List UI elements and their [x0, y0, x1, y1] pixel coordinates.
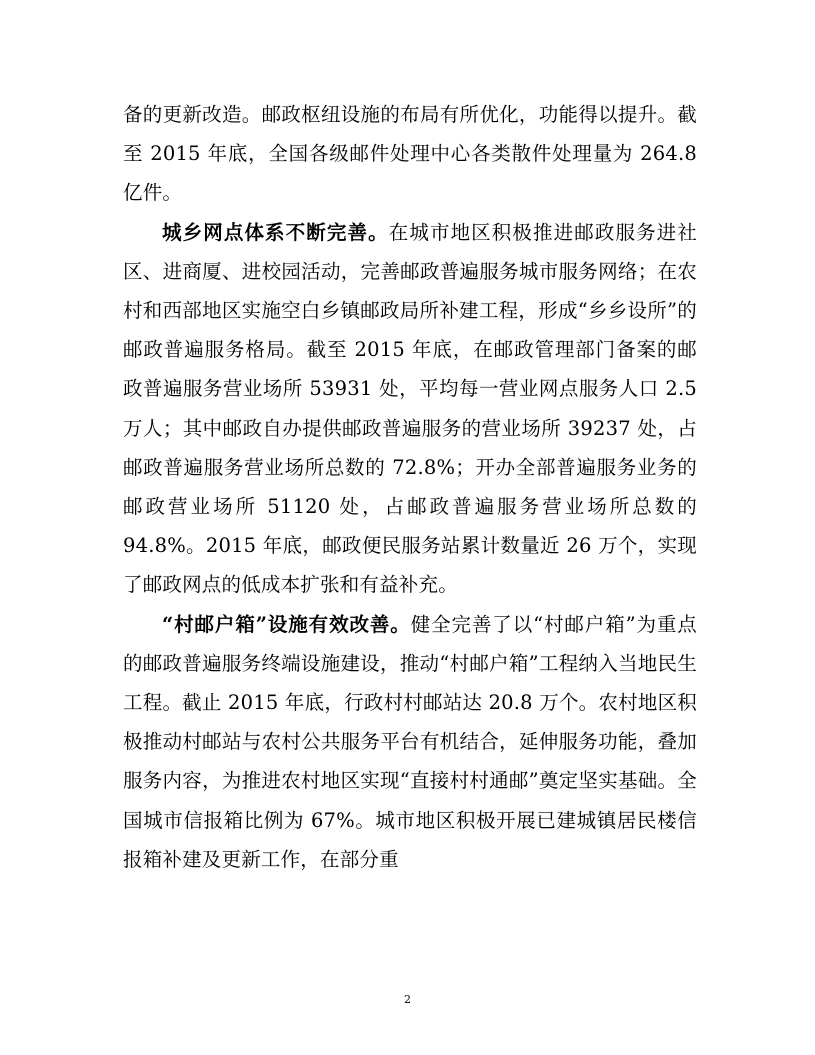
document-body	[123, 95, 697, 879]
page-number: 2	[404, 993, 411, 1006]
paragraph-facility-upgrade	[123, 95, 697, 213]
paragraph-text: 在城市地区积极推进邮政服务进社区、进商厦、进校园活动，完善邮政普遍服务城市服务网络；在农村和西部地区实施空白乡镇邮政局所补建工程，形成“乡乡设所”的邮政普遍服务格局。截至 2015 年底，在邮政管理部门备案的邮政普遍服务营业场所 53931 处，平均每一营业网点服务人口 2.5 万人；其中邮政自办提供邮政普遍服务的营业场所 39237 处，占邮政普遍服务营业场所总数的 72.8%；开办全部普遍服务业务的邮政营业场所 51120 处，占邮政普遍服务营业场所总数的 94.8%。2015 年底，邮政便民服务站累计数量近 26 万个，实现了邮政网点的低成本扩张和有益补充。	[123, 220, 697, 597]
paragraph-heading: “村邮户箱”设施有效改善。	[162, 612, 411, 636]
paragraph-text: 健全完善了以“村邮户箱”为重点的邮政普遍服务终端设施建设，推动“村邮户箱”工程纳入当地民生工程。截止 2015 年底，行政村村邮站达 20.8 万个。农村地区积极推动村邮站与农村公共服务平台有机结合，延伸服务功能，叠加服务内容，为推进农村地区实现“直接村村通邮”奠定坚实基础。全国城市信报箱比例为 67%。城市地区积极开展已建城镇居民楼信报箱补建及更新工作，在部分重	[123, 612, 697, 871]
paragraph-text: 备的更新改造。邮政枢纽设施的布局有所优化，功能得以提升。截至 2015 年底，全国各级邮件处理中心各类散件处理量为 264.8 亿件。	[123, 103, 697, 205]
paragraph-urban-rural-network	[123, 213, 697, 605]
paragraph-village-mailbox	[123, 605, 697, 879]
paragraph-heading: 城乡网点体系不断完善。	[162, 220, 389, 244]
